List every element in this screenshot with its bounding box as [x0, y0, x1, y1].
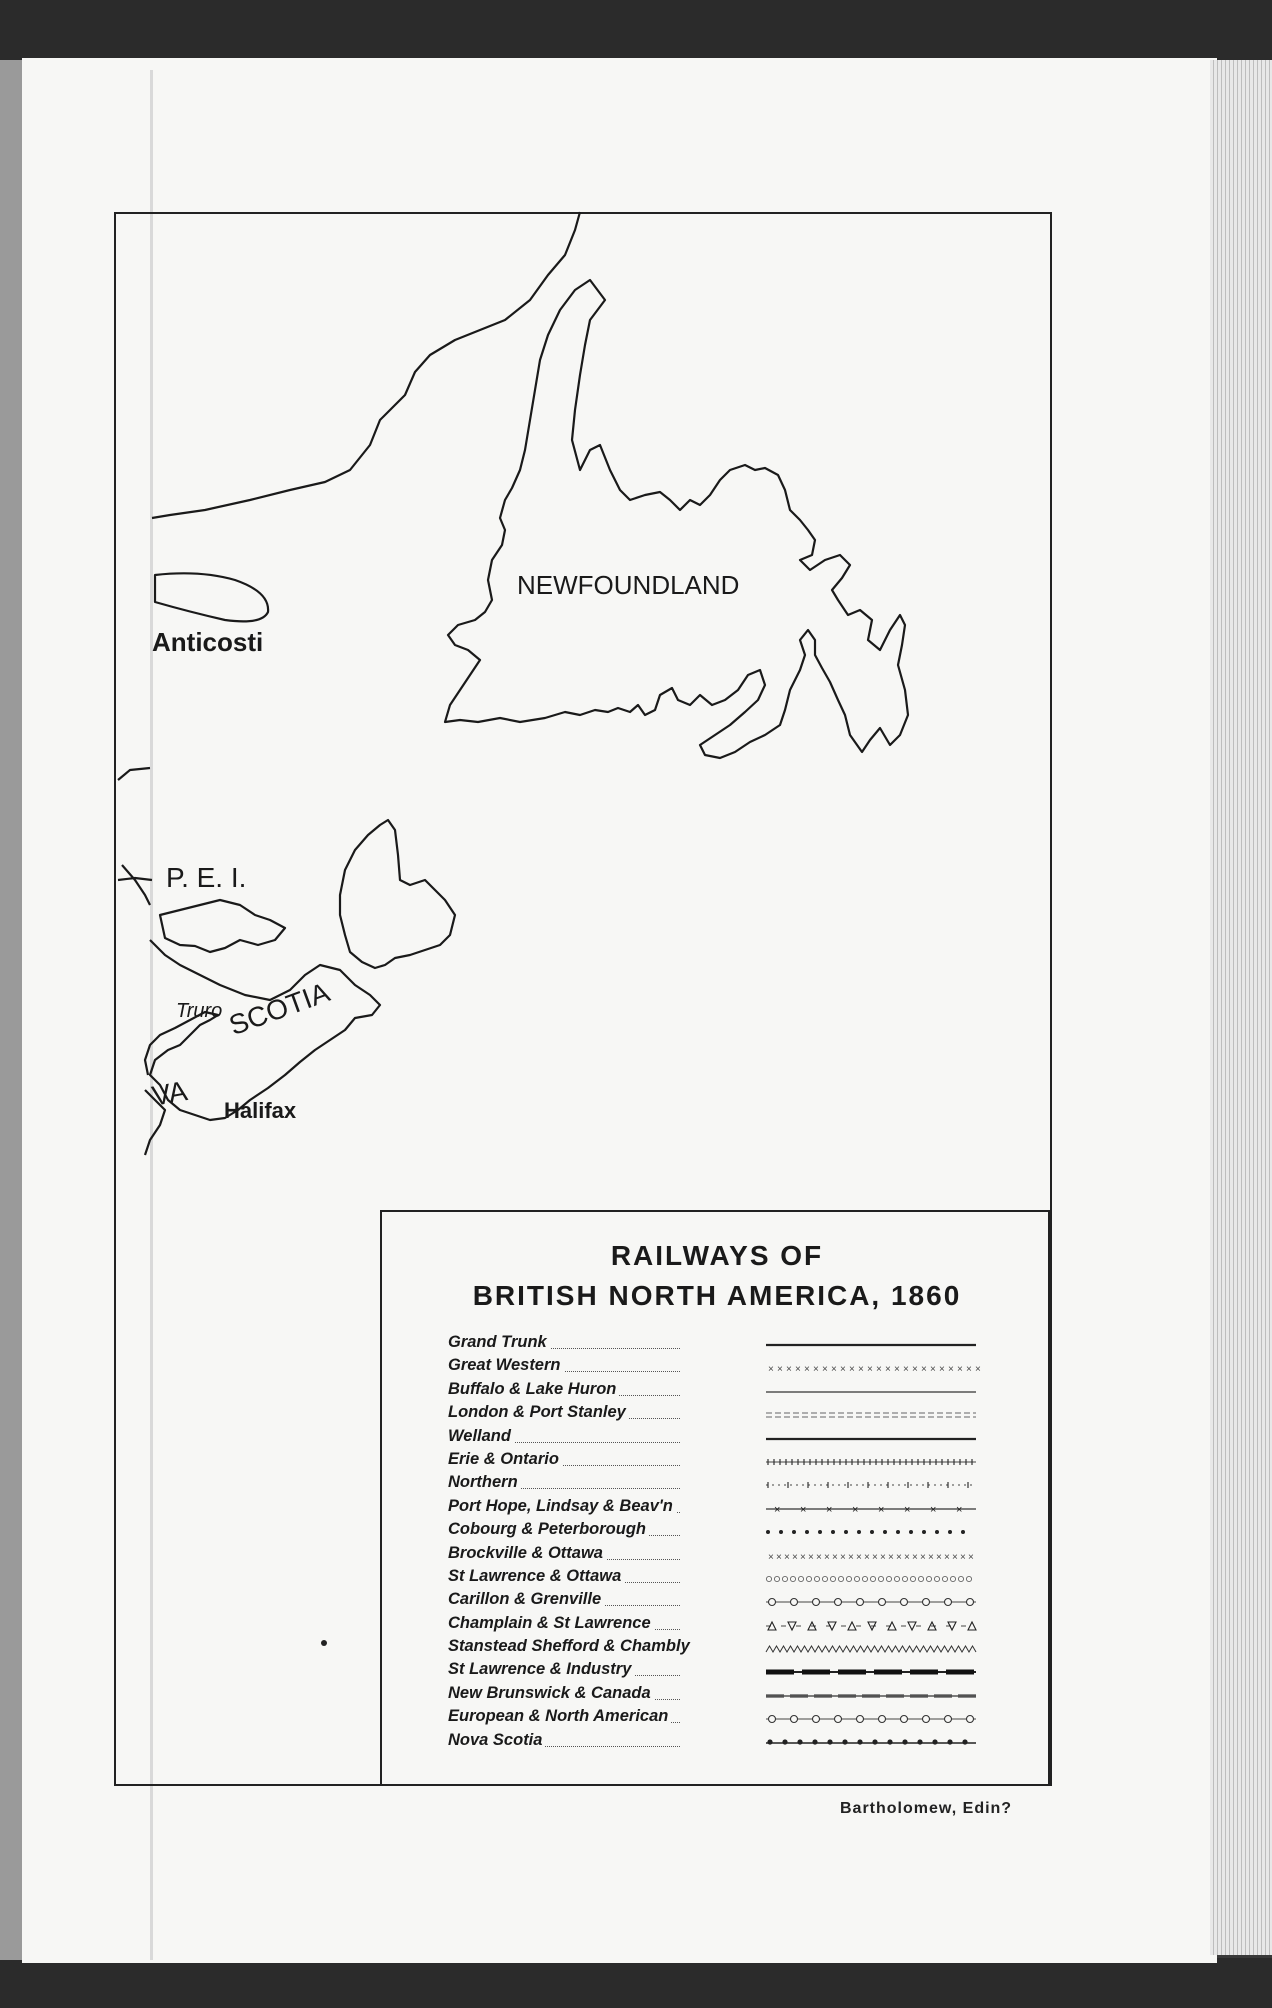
legend-item-label: Grand Trunk — [448, 1333, 550, 1352]
svg-text:×: × — [888, 1551, 894, 1563]
legend-line-symbol — [764, 1335, 980, 1353]
legend-item — [448, 1614, 988, 1637]
legend-title-line2: BRITISH NORTH AMERICA, 1860 — [472, 1280, 962, 1311]
svg-text:×: × — [822, 1364, 828, 1376]
svg-text:×: × — [960, 1551, 966, 1563]
svg-text:×: × — [930, 1503, 937, 1516]
legend-item-label: St Lawrence & Industry — [448, 1660, 634, 1679]
legend-item-label: Stanstead Shefford & Chambly — [448, 1637, 693, 1656]
legend-line-symbol — [764, 1639, 980, 1657]
label-newfoundland: NEWFOUNDLAND — [517, 570, 740, 600]
legend-line-symbol — [764, 1662, 980, 1680]
svg-text:×: × — [956, 1503, 963, 1516]
svg-text:×: × — [795, 1364, 801, 1376]
svg-text:×: × — [928, 1551, 934, 1563]
svg-text:×: × — [872, 1551, 878, 1563]
svg-text:×: × — [921, 1364, 927, 1376]
legend-line-symbol — [764, 1452, 980, 1470]
svg-text:×: × — [948, 1364, 954, 1376]
legend-item-label: New Brunswick & Canada — [448, 1684, 654, 1703]
svg-text:×: × — [894, 1364, 900, 1376]
svg-text:×: × — [840, 1551, 846, 1563]
svg-text:×: × — [858, 1364, 864, 1376]
svg-text:×: × — [904, 1503, 911, 1516]
svg-text:×: × — [920, 1551, 926, 1563]
svg-text:×: × — [912, 1364, 918, 1376]
svg-text:×: × — [800, 1503, 807, 1516]
svg-text:×: × — [808, 1551, 814, 1563]
svg-text:×: × — [768, 1364, 774, 1376]
legend-item — [448, 1684, 988, 1707]
svg-text:×: × — [957, 1364, 963, 1376]
svg-text:×: × — [852, 1503, 859, 1516]
legend-line-symbol — [764, 1475, 980, 1493]
legend-item-label: Buffalo & Lake Huron — [448, 1380, 619, 1399]
legend-item — [448, 1707, 988, 1730]
svg-text:×: × — [774, 1503, 781, 1516]
svg-text:×: × — [904, 1551, 910, 1563]
legend-item — [448, 1520, 988, 1543]
svg-text:×: × — [784, 1551, 790, 1563]
svg-text:×: × — [800, 1551, 806, 1563]
legend-line-symbol — [764, 1358, 980, 1376]
svg-text:×: × — [776, 1551, 782, 1563]
svg-text:×: × — [792, 1551, 798, 1563]
label-pei: P. E. I. — [166, 862, 247, 893]
svg-text:×: × — [786, 1364, 792, 1376]
legend-box — [380, 1210, 1050, 1786]
legend-item — [448, 1567, 988, 1590]
legend-list — [448, 1333, 988, 1754]
anticosti-island — [155, 573, 268, 621]
legend-item-label: Erie & Ontario — [448, 1450, 562, 1469]
stray-ink-mark — [321, 1640, 327, 1646]
svg-text:×: × — [849, 1364, 855, 1376]
svg-text:×: × — [876, 1364, 882, 1376]
mainland-south-shore — [118, 768, 152, 880]
legend-item — [448, 1333, 988, 1356]
pei-island — [160, 900, 285, 952]
svg-text:×: × — [831, 1364, 837, 1376]
svg-text:×: × — [878, 1503, 885, 1516]
legend-line-symbol — [764, 1382, 980, 1400]
legend-line-symbol — [764, 1429, 980, 1447]
legend-item-label: European & North American — [448, 1707, 671, 1726]
legend-item-label: Northern — [448, 1473, 521, 1492]
legend-line-symbol — [764, 1733, 980, 1751]
legend-item-label: Cobourg & Peterborough — [448, 1520, 649, 1539]
legend-item-label: Welland — [448, 1427, 514, 1446]
legend-line-symbol — [764, 1546, 980, 1564]
legend-line-symbol — [764, 1709, 980, 1727]
svg-text:×: × — [968, 1551, 974, 1563]
legend-item — [448, 1356, 988, 1379]
legend-item-label: Nova Scotia — [448, 1731, 545, 1750]
label-va: VA — [149, 1075, 190, 1112]
svg-text:×: × — [930, 1364, 936, 1376]
svg-text:×: × — [939, 1364, 945, 1376]
legend-title-line1: RAILWAYS OF — [610, 1240, 824, 1271]
legend-item — [448, 1660, 988, 1683]
legend-item-label: Port Hope, Lindsay & Beav'n — [448, 1497, 676, 1516]
legend-item — [448, 1427, 988, 1450]
svg-text:×: × — [912, 1551, 918, 1563]
svg-text:×: × — [944, 1551, 950, 1563]
legend-item-label: Brockville & Ottawa — [448, 1544, 606, 1563]
svg-text:×: × — [864, 1551, 870, 1563]
legend-item — [448, 1731, 988, 1754]
legend-line-symbol — [764, 1405, 980, 1423]
svg-text:×: × — [966, 1364, 972, 1376]
legend-item — [448, 1403, 988, 1426]
legend-item — [448, 1544, 988, 1567]
svg-text:×: × — [867, 1364, 873, 1376]
legend-line-symbol — [764, 1592, 980, 1610]
legend-line-symbol — [764, 1616, 980, 1634]
svg-text:×: × — [816, 1551, 822, 1563]
svg-text:×: × — [936, 1551, 942, 1563]
newfoundland-island — [445, 280, 908, 758]
svg-text:×: × — [975, 1364, 981, 1376]
svg-text:×: × — [880, 1551, 886, 1563]
svg-text:×: × — [856, 1551, 862, 1563]
label-anticosti: Anticosti — [152, 627, 264, 657]
legend-line-symbol — [764, 1569, 980, 1587]
svg-text:×: × — [768, 1551, 774, 1563]
legend-item — [448, 1380, 988, 1403]
svg-text:×: × — [826, 1503, 833, 1516]
legend-item — [448, 1637, 988, 1660]
legend-item — [448, 1590, 988, 1613]
legend-item — [448, 1473, 988, 1496]
svg-text:×: × — [824, 1551, 830, 1563]
legend-item-label: Carillon & Grenville — [448, 1590, 604, 1609]
legend-line-symbol — [764, 1499, 980, 1517]
svg-text:×: × — [896, 1551, 902, 1563]
svg-text:×: × — [848, 1551, 854, 1563]
legend-item-label: Champlain & St Lawrence — [448, 1614, 654, 1633]
svg-text:×: × — [840, 1364, 846, 1376]
svg-text:×: × — [813, 1364, 819, 1376]
legend-item-label: St Lawrence & Ottawa — [448, 1567, 624, 1586]
label-truro: Truro — [176, 1000, 223, 1022]
label-halifax: Halifax — [224, 1098, 297, 1123]
legend-item — [448, 1497, 988, 1520]
svg-text:×: × — [952, 1551, 958, 1563]
svg-text:×: × — [903, 1364, 909, 1376]
legend-item-label: Great Western — [448, 1356, 564, 1375]
cape-breton-island — [340, 820, 455, 968]
publisher-credit: Bartholomew, Edin? — [840, 1800, 1013, 1817]
legend-item-label: London & Port Stanley — [448, 1403, 629, 1422]
svg-text:×: × — [832, 1551, 838, 1563]
mainland-coast — [152, 212, 580, 518]
legend-item — [448, 1450, 988, 1473]
label-scotia: SCOTIA — [225, 976, 334, 1042]
legend-line-symbol — [764, 1686, 980, 1704]
svg-text:×: × — [804, 1364, 810, 1376]
svg-text:×: × — [777, 1364, 783, 1376]
legend-line-symbol — [764, 1522, 980, 1540]
svg-text:×: × — [885, 1364, 891, 1376]
